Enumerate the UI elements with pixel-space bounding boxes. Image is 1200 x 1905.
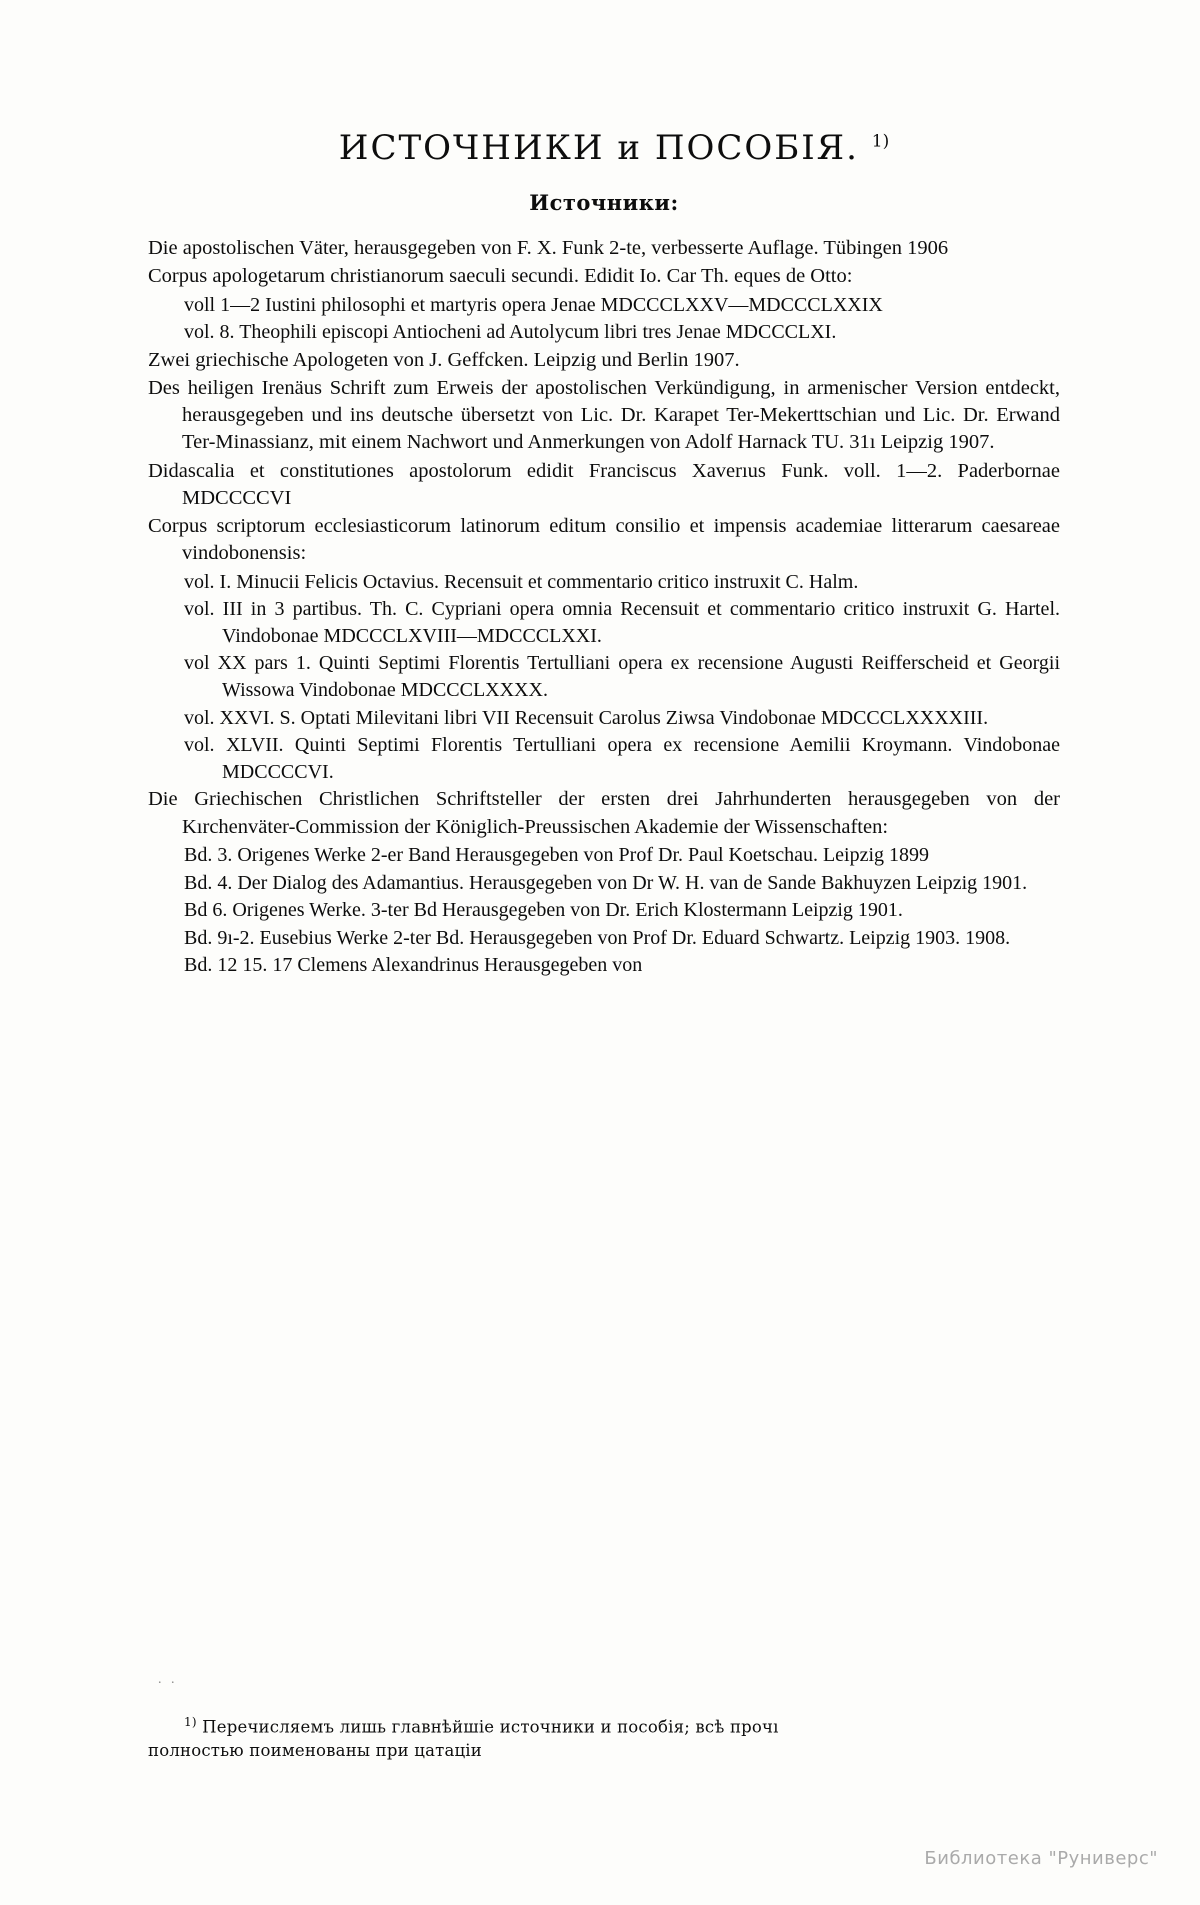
footnote-line-2: полностью поименованы при цатаціи xyxy=(148,1740,482,1760)
footnote xyxy=(148,1714,1060,1762)
library-watermark: Библиотека "Руниверс" xyxy=(924,1848,1158,1869)
bibliography-subentry: vol XX pars 1. Quinti Septimi Florentis Tertulliani opera ex recensione Augusti Reifferscheid et Georgii Wissowa Vindobonae MDCCCLXXXX. xyxy=(184,652,1060,702)
bibliography-subentry: vol. XLVII. Quinti Septimi Florentis Tertulliani opera ex recensione Aemilii Kroymann. Vindobonae MDCCCCVI. xyxy=(184,734,1060,783)
bibliography-subentry: vol. III in 3 partibus. Th. C. Cypriani opera omnia Recensuit et commentario critico instruxit G. Hartel. Vindobonae MDCCCLXVIII—MDCCCLXXI. xyxy=(184,598,1060,647)
footnote-line-1 xyxy=(148,1714,1060,1739)
page-title xyxy=(148,128,1060,168)
bibliography-subentry: vol. XXVI. S. Optati Milevitani libri VII Recensuit Carolus Ziwsa Vindobonae MDCCCLXXXXIII. xyxy=(184,706,989,729)
page-title-text: ИСТОЧНИКИ и ПОСОБІЯ. xyxy=(338,128,859,168)
footnote-marker: 1) xyxy=(184,1715,197,1729)
bibliography-subentry: vol. 8. Theophili episcopi Antiocheni ad Autolycum libri tres Jenae MDCCCLXI. xyxy=(184,321,837,344)
footnote-text-1: Перечисляемъ лишь главнѣйшіе источники и пособія; всѣ прочı xyxy=(202,1717,779,1737)
bibliography-subentry: Bd. 9ı-2. Eusebius Werke 2-ter Bd. Herausgegeben von Prof Dr. Eduard Schwartz. Leipzig 1903. 1908. xyxy=(184,926,1011,949)
bibliography-entry: Corpus scriptorum ecclesiasticorum latinorum editum consilio et impensis academiae litterarum caesareae vindobonensis: xyxy=(148,515,1060,565)
bibliography-entry: Corpus apologetarum christianorum saeculi secundi. Edidit Io. Car Th. eques de Otto: xyxy=(148,265,853,288)
bibliography-subentry: voll 1—2 Iustini philosophi et martyris opera Jenae MDCCCLXXV—MDCCCLXXIX xyxy=(184,293,883,316)
bibliography-subentry: Bd. 12 15. 17 Clemens Alexandrinus Herausgegeben von xyxy=(184,954,643,977)
bibliography-entry: Die apostolischen Väter, herausgegeben von F. X. Funk 2-te, verbesserte Auflage. Tübingen 1906 xyxy=(148,237,949,259)
bibliography-subentry: Bd 6. Origenes Werke. 3-ter Bd Herausgegeben von Dr. Erich Klostermann Leipzig 1901. xyxy=(184,899,903,922)
bibliography-entry: Zwei griechische Apologeten von J. Geffcken. Leipzig und Berlin 1907. xyxy=(148,348,740,371)
bibliography-entry: Des heiligen Irenäus Schrift zum Erweis der apostolischen Verkündigung, in armenischer Version entdeckt, herausgegeben und ins deutsche übersetzt von Lic. Dr. Karapet Ter-Mekerttschian und Lic. Dr. Erwand Ter-Minassianz, mit einem Nachwort und Anmerkungen von Adolf Harnack TU. 31ı Leipzig 1907. xyxy=(148,376,1060,454)
title-footnote-marker: 1) xyxy=(871,131,890,152)
bibliography-subentry: Bd. 3. Origenes Werke 2-er Band Herausgegeben von Prof Dr. Paul Koetschau. Leipzig 1899 xyxy=(184,843,930,866)
page-content xyxy=(148,128,1060,980)
bibliography-entry: Didascalia et constitutiones apostolorum edidit Franciscus Xaverıus Funk. voll. 1—2. Paderbornae MDCCCCVI xyxy=(148,459,1060,509)
bibliography-entry: Die Griechischen Christlichen Schriftsteller der ersten drei Jahrhunderten herausgegeben von der Kırchenväter-Commission der Königlich-Preussischen Akademie der Wissenschaften: xyxy=(148,788,1060,838)
bibliography-subentry: Bd. 4. Der Dialog des Adamantius. Herausgegeben von Dr W. H. van de Sande Bakhuyzen Leipzig 1901. xyxy=(184,871,1028,894)
bibliography-subentry: vol. I. Minucii Felicis Octavius. Recensuit et commentario critico instruxit C. Halm. xyxy=(184,570,859,593)
section-heading: Источники: xyxy=(529,190,679,215)
page-artifact: . . xyxy=(158,1672,178,1687)
